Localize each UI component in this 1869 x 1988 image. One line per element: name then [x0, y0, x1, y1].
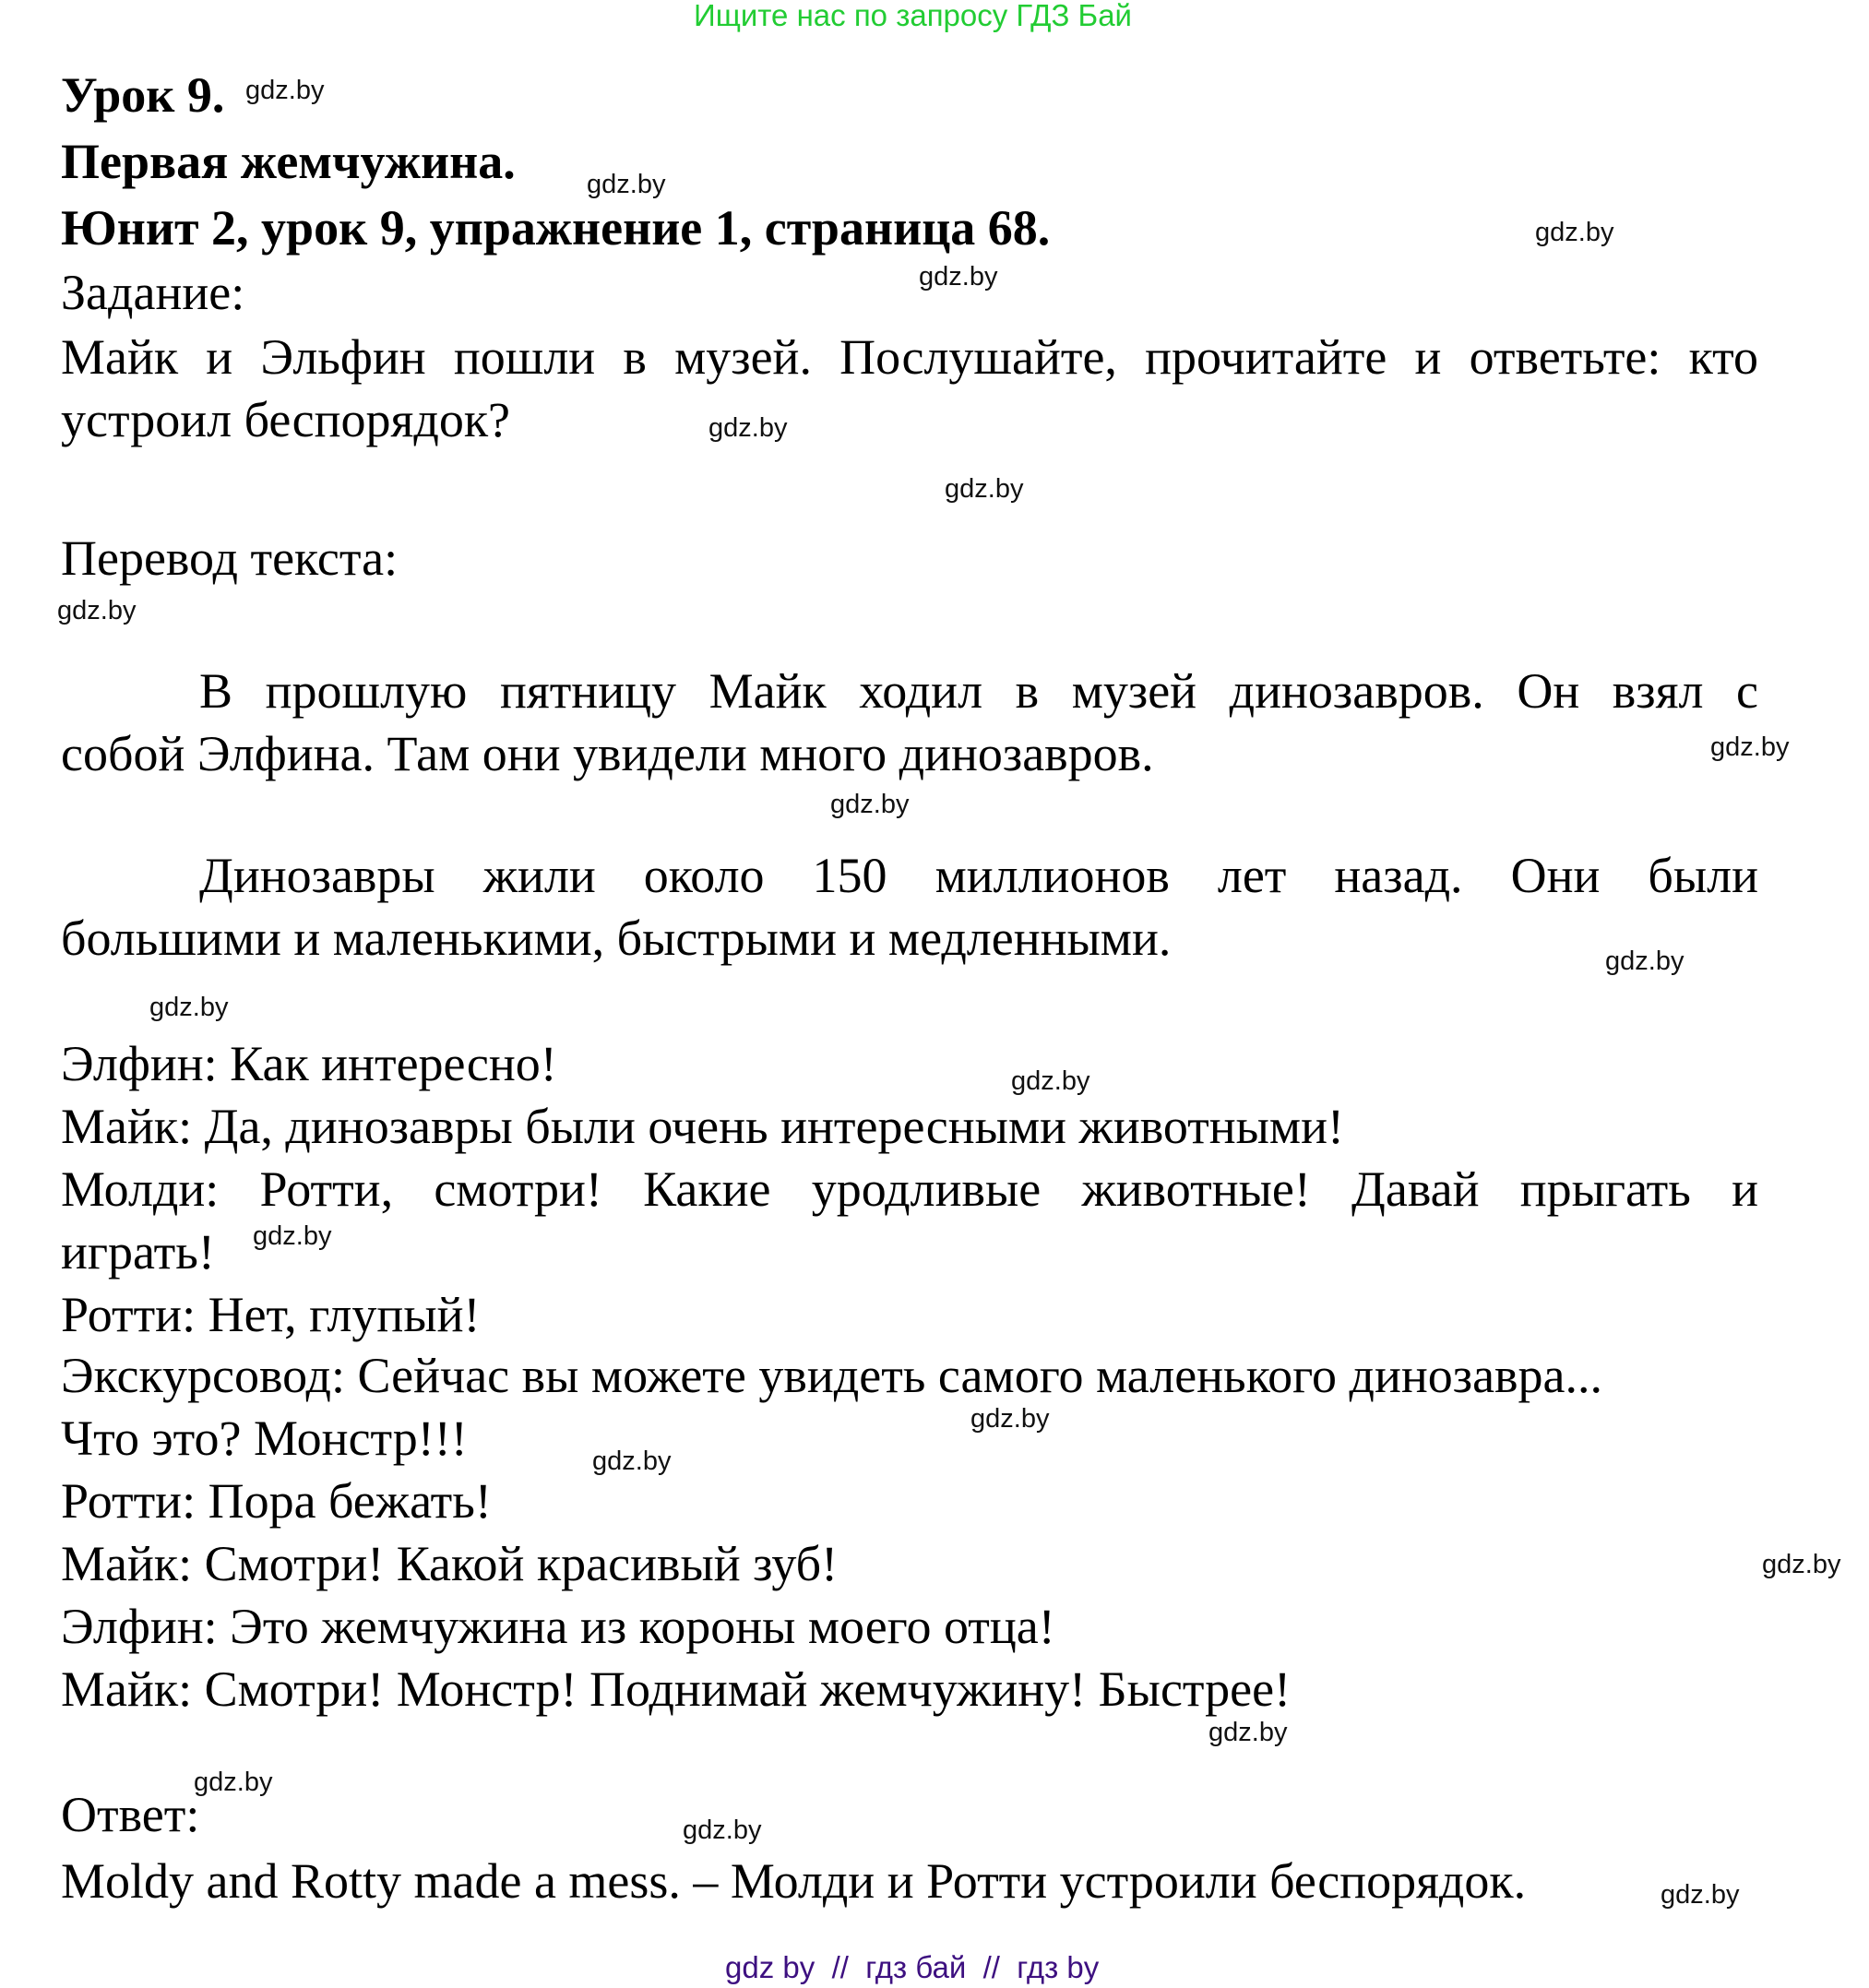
watermark: gdz.by: [57, 596, 137, 625]
answer-label: Ответ:: [61, 1787, 200, 1842]
watermark: gdz.by: [1710, 732, 1790, 762]
task-label: Задание:: [61, 265, 245, 320]
watermark: gdz.by: [1011, 1066, 1090, 1096]
dialogue-line: Майк: Да, динозавры были очень интересными животными!: [61, 1099, 1344, 1154]
watermark: gdz.by: [253, 1221, 332, 1251]
watermark: gdz.by: [592, 1446, 672, 1476]
header-banner[interactable]: Ищите нас по запросу ГДЗ Бай: [694, 0, 1132, 32]
exercise-title: Юнит 2, урок 9, упражнение 1, страница 68.: [61, 200, 1051, 256]
watermark: gdz.by: [683, 1815, 762, 1845]
watermark: gdz.by: [149, 993, 229, 1022]
dialogue-line: Что это? Монстр!!!: [61, 1411, 468, 1466]
watermark: gdz.by: [245, 76, 325, 105]
watermark: gdz.by: [1605, 946, 1684, 976]
paragraph-line: Динозавры жили около 150 миллионов лет назад. Они были: [199, 848, 1758, 903]
task-text-line: Майк и Эльфин пошли в музей. Послушайте, прочитайте и ответьте: кто: [61, 329, 1758, 385]
dialogue-line: Элфин: Как интересно!: [61, 1036, 557, 1091]
watermark: gdz.by: [919, 262, 998, 292]
answer-text: Moldy and Rotty made a mess. – Молди и Ротти устроили беспорядок.: [61, 1853, 1527, 1909]
watermark: gdz.by: [945, 474, 1024, 504]
topic-title: Первая жемчужина.: [61, 134, 516, 189]
dialogue-line: Молди: Ротти, смотри! Какие уродливые животные! Давай прыгать и: [61, 1161, 1758, 1217]
watermark: gdz.by: [830, 790, 910, 819]
watermark: gdz.by: [1535, 218, 1614, 247]
watermark: gdz.by: [194, 1768, 273, 1797]
dialogue-line: Экскурсовод: Сейчас вы можете увидеть самого маленького динозавра...: [61, 1348, 1603, 1403]
translation-label: Перевод текста:: [61, 530, 399, 586]
dialogue-line: Элфин: Это жемчужина из короны моего отца!: [61, 1599, 1055, 1654]
paragraph-line: собой Элфина. Там они увидели много динозавров.: [61, 726, 1154, 781]
dialogue-line: Ротти: Пора бежать!: [61, 1473, 492, 1529]
watermark: gdz.by: [1661, 1880, 1740, 1910]
dialogue-line: играть!: [61, 1224, 215, 1280]
watermark: gdz.by: [1762, 1550, 1841, 1579]
watermark: gdz.by: [970, 1404, 1050, 1434]
dialogue-line: Майк: Смотри! Монстр! Поднимай жемчужину! Быстрее!: [61, 1661, 1292, 1717]
watermark: gdz.by: [587, 170, 666, 199]
watermark: gdz.by: [1208, 1718, 1288, 1747]
paragraph-line: большими и маленькими, быстрыми и медленными.: [61, 911, 1172, 966]
dialogue-line: Майк: Смотри! Какой красивый зуб!: [61, 1536, 839, 1591]
footer-banner[interactable]: gdz by // гдз бай // гдз by: [725, 1950, 1100, 1984]
lesson-title: Урок 9.: [61, 67, 225, 123]
watermark: gdz.by: [708, 413, 788, 443]
task-text-line: устроил беспорядок?: [61, 392, 511, 447]
paragraph-line: В прошлую пятницу Майк ходил в музей динозавров. Он взял с: [199, 663, 1758, 719]
dialogue-line: Ротти: Нет, глупый!: [61, 1287, 481, 1342]
